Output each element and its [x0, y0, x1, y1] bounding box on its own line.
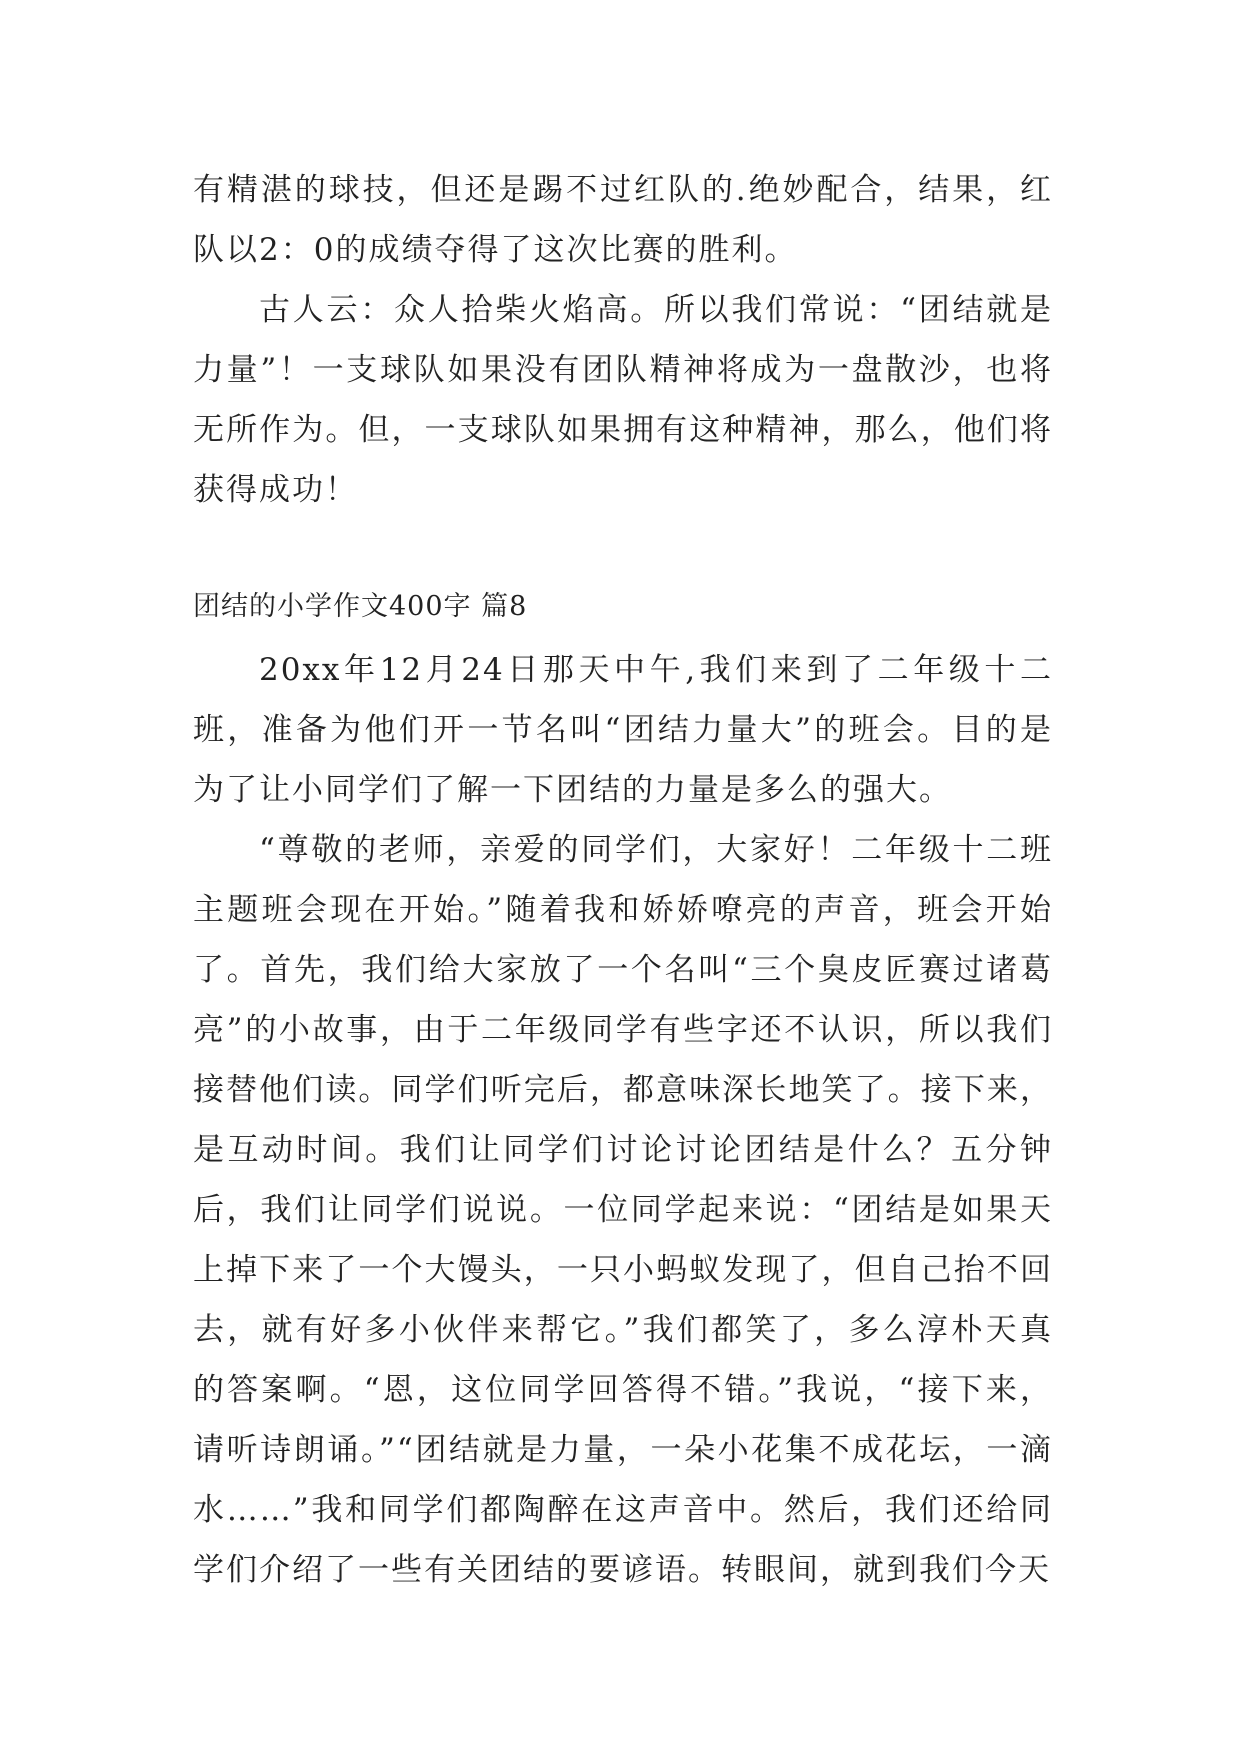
paragraph-class-meeting-story: “尊敬的老师，亲爱的同学们，大家好！二年级十二班主题班会现在开始。”随着我和娇娇嘹亮的声音，班会开始了。首先，我们给大家放了一个名叫“三个臭皮匠赛过诸葛亮”的小故事，由于二年级同学有些字还不认识，所以我们接替他们读。同学们听完后，都意味深长地笑了。接下来，是互动时间。我们让同学们讨论讨论团结是什么？五分钟后，我们让同学们说说。一位同学起来说：“团结是如果天上掉下来了一个大馒头，一只小蚂蚁发现了，但自己抬不回去，就有好多小伙伴来帮它。”我们都笑了，多么淳朴天真的答案啊。“恩，这位同学回答得不错。”我说，“接下来，请听诗朗诵。”“团结就是力量，一朵小花集不成花坛，一滴水……”我和同学们都陶醉在这声音中。然后，我们还给同学们介绍了一些有关团结的要谚语。转眼间，就到我们今天 — [193, 832, 1053, 1588]
section-heading: 团结的小学作文400字 篇8 — [193, 591, 528, 622]
paragraph-class-meeting-intro: 20xx年12月24日那天中午,我们来到了二年级十二班，准备为他们开一节名叫“团结力量大”的班会。目的是为了让小同学们了解一下团结的力量是多么的强大。 — [193, 652, 1053, 808]
document-body — [193, 160, 1053, 1600]
paragraph-match-result: 有精湛的球技，但还是踢不过红队的.绝妙配合，结果，红队以2：0的成绩夺得了这次比赛的胜利。 — [193, 172, 1053, 268]
paragraph-teamwork-conclusion: 古人云：众人拾柴火焰高。所以我们常说：“团结就是力量”！一支球队如果没有团队精神将成为一盘散沙，也将无所作为。但，一支球队如果拥有这种精神，那么，他们将获得成功！ — [193, 292, 1053, 508]
